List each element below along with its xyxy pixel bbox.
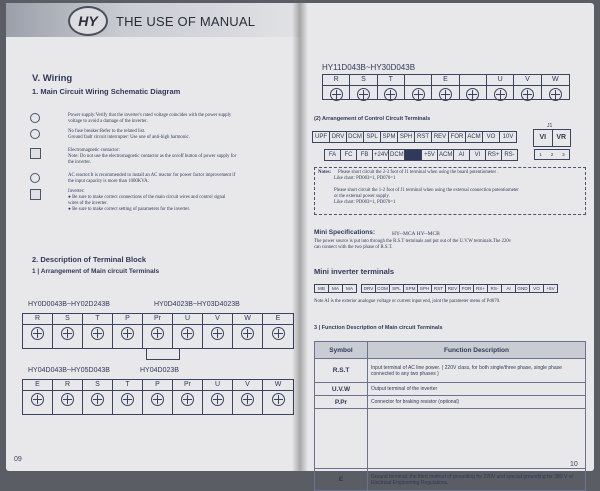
control-terminal: FC bbox=[340, 149, 357, 161]
section-title-wiring: V. Wiring bbox=[32, 73, 73, 84]
screw-terminal-icon bbox=[466, 88, 479, 101]
screw-terminal-icon bbox=[61, 327, 74, 340]
mini-terminal: VO bbox=[529, 284, 544, 293]
wiring-note-line: voltage to avoid a damage of the inverter. bbox=[68, 119, 148, 124]
control-terminal: FOR bbox=[448, 131, 466, 143]
control-terminal: SPM bbox=[380, 131, 398, 143]
screw-terminal-icon bbox=[439, 88, 452, 101]
wiring-note-line: AC reactor:It is recommended to install an AC reactor for power factor improvement if bbox=[68, 173, 236, 178]
screw-terminal-icon bbox=[241, 327, 254, 340]
screw-terminal-icon bbox=[91, 393, 104, 406]
terminal-label: S bbox=[53, 314, 82, 325]
control-terminal: 10V bbox=[499, 131, 517, 143]
terminal-v bbox=[514, 75, 541, 99]
function-desc-title: 3 | Function Description of Main circuit Terminals bbox=[314, 325, 443, 331]
terminal-row-1 bbox=[22, 313, 294, 349]
wiring-note-line: ● Be sure to make correct setting of parameters for the inverter. bbox=[68, 207, 190, 212]
control-terminal: ACM bbox=[437, 149, 454, 161]
terminal-t bbox=[83, 314, 113, 348]
page-number-left: 09 bbox=[14, 456, 22, 463]
terminal-label: W bbox=[542, 75, 569, 86]
screw-terminal-icon bbox=[211, 327, 224, 340]
power-supply-icon bbox=[30, 113, 40, 123]
manual-header-title: THE USE OF MANUAL bbox=[116, 14, 256, 29]
wiring-note-line: wires of the inverter. bbox=[68, 201, 108, 206]
terminal-u bbox=[203, 380, 233, 414]
jumper-pin-2: 2 bbox=[550, 152, 554, 157]
terminal-blank bbox=[460, 75, 487, 99]
terminal-p bbox=[143, 380, 173, 414]
function-table-header bbox=[315, 342, 586, 359]
control-terminal: RS+ bbox=[485, 149, 502, 161]
mini-terminal: FOR bbox=[459, 284, 474, 293]
control-terminal: RS- bbox=[501, 149, 518, 161]
mini-terminal: AI bbox=[501, 284, 516, 293]
terminal-label: P bbox=[143, 380, 172, 391]
mini-terminal: SPL bbox=[389, 284, 404, 293]
terminal-e bbox=[263, 314, 293, 348]
note-line: Please short circuit the 2-3 foot of J1 terminal when using the board potentiometer . bbox=[338, 170, 499, 175]
wiring-note-line: Inverter: bbox=[68, 189, 85, 194]
function-description: Input terminal of AC line power. ( 220V class, for both single/three phase, single phase connected to any two phases ) bbox=[368, 359, 586, 383]
control-terminal: AI bbox=[453, 149, 470, 161]
terminal-e bbox=[23, 380, 53, 414]
control-terminal: FA bbox=[324, 149, 341, 161]
breaker-icon bbox=[30, 129, 40, 139]
terminal-r bbox=[23, 314, 53, 348]
mini-terminal: MA bbox=[328, 284, 343, 293]
control-terminal bbox=[404, 149, 422, 161]
terminal-u bbox=[173, 314, 203, 348]
terminal-s bbox=[53, 314, 83, 348]
screw-terminal-icon bbox=[272, 393, 285, 406]
control-terminals-title: (2) Arrangement of Control Circuit Terminals bbox=[314, 116, 431, 122]
control-terminal: ACM bbox=[465, 131, 483, 143]
page-number-right: 10 bbox=[570, 461, 578, 468]
note-line: Please short circuit the 1-2 foot of J1 terminal when using the external connection potentiometer bbox=[334, 188, 519, 193]
mini-terminal: RS+ bbox=[473, 284, 488, 293]
mini-note: Note AI is the exterior analogue voltage or current input end, joint the parameter menu of Pd070. bbox=[314, 299, 501, 304]
terminal-label: E bbox=[432, 75, 458, 86]
jumper-link bbox=[146, 349, 180, 360]
screw-terminal-icon bbox=[521, 88, 534, 101]
jumper-j1 bbox=[534, 149, 570, 160]
terminal-label: E bbox=[23, 380, 52, 391]
terminal-row-top bbox=[322, 74, 570, 100]
screw-terminal-icon bbox=[61, 393, 74, 406]
terminal-label: U bbox=[173, 314, 202, 325]
terminal-label: V bbox=[514, 75, 540, 86]
function-symbol: E bbox=[315, 469, 368, 491]
terminal-label: T bbox=[378, 75, 404, 86]
model-range-d: HY04D023B bbox=[140, 367, 179, 374]
vi-label: VI bbox=[534, 130, 553, 146]
control-terminal: DCM bbox=[388, 149, 405, 161]
description-header: Function Description bbox=[368, 342, 586, 359]
terminal-label: T bbox=[113, 380, 142, 391]
right-page bbox=[300, 3, 594, 486]
function-row bbox=[315, 359, 586, 383]
screw-terminal-icon bbox=[384, 88, 397, 101]
function-description: Connector for braking resistor (optional) bbox=[368, 396, 586, 409]
control-terminal-row-1 bbox=[312, 131, 516, 143]
mini-spec-title: Mini Specifications: bbox=[314, 229, 376, 236]
terminal-pr bbox=[173, 380, 203, 414]
screw-terminal-icon bbox=[31, 327, 44, 340]
control-terminal: SPH bbox=[397, 131, 415, 143]
terminal-label: V bbox=[233, 380, 262, 391]
terminal-label: Pr bbox=[143, 314, 172, 325]
mini-terminal-row bbox=[314, 284, 557, 293]
notes-label: Notes: bbox=[318, 170, 332, 175]
wiring-note-line: Note: Do not use the electromagnetic contactor as the on/off button of power supply for bbox=[68, 154, 237, 159]
function-symbol: P.Pr bbox=[315, 396, 368, 409]
terminal-label: Pr bbox=[173, 380, 202, 391]
brand-logo: HY bbox=[68, 6, 108, 36]
screw-terminal-icon bbox=[31, 393, 44, 406]
terminal-s bbox=[350, 75, 377, 99]
mini-terminal: COM bbox=[375, 284, 390, 293]
function-row bbox=[315, 383, 586, 396]
terminal-w bbox=[263, 380, 293, 414]
jumper-pin-3: 3 bbox=[562, 152, 565, 157]
wiring-note-line: the inverter. bbox=[68, 160, 91, 165]
screw-terminal-icon bbox=[181, 327, 194, 340]
book-gutter bbox=[292, 3, 308, 471]
terminal-label: V bbox=[203, 314, 232, 325]
screw-terminal-icon bbox=[91, 327, 104, 340]
terminal-row-2 bbox=[22, 379, 294, 415]
wiring-note-line: Ground fault circuit interrupter: Use one of anti-high harmonic. bbox=[68, 135, 190, 140]
terminal-label: W bbox=[233, 314, 262, 325]
terminal-label bbox=[460, 75, 486, 86]
function-row bbox=[315, 396, 586, 409]
terminal-label: W bbox=[263, 380, 293, 391]
mini-terminals-title: Mini inverter terminals bbox=[314, 267, 395, 276]
mini-terminal: GND bbox=[515, 284, 530, 293]
screw-terminal-icon bbox=[549, 88, 562, 101]
function-symbol bbox=[315, 409, 368, 469]
terminal-s bbox=[83, 380, 113, 414]
screw-terminal-icon bbox=[151, 393, 164, 406]
section-title-terminal-block: 2. Description of Terminal Block bbox=[32, 255, 147, 264]
mini-terminal: DRV bbox=[361, 284, 376, 293]
wiring-note-line: No fuse breaker:Refer to the related list. bbox=[68, 129, 146, 134]
mini-terminal: SPM bbox=[403, 284, 418, 293]
terminal-blank bbox=[405, 75, 432, 99]
function-table bbox=[314, 341, 586, 491]
terminal-r bbox=[53, 380, 83, 414]
function-description: Output terminal of the inverter bbox=[368, 383, 586, 396]
mini-terminal: REV bbox=[445, 284, 460, 293]
screw-terminal-icon bbox=[412, 88, 425, 101]
wiring-note-line: Power supply:Verify that the inverter's rated voltage coincides with the power supply bbox=[68, 113, 232, 118]
terminal-u bbox=[487, 75, 514, 99]
mini-terminal: RS- bbox=[487, 284, 502, 293]
terminal-w bbox=[233, 314, 263, 348]
note-line: Like chart: PD003=1, PD070=1 bbox=[334, 200, 396, 205]
mini-terminal: MB bbox=[314, 284, 329, 293]
terminal-v bbox=[233, 380, 263, 414]
screw-terminal-icon bbox=[330, 88, 343, 101]
control-terminal: VO bbox=[482, 131, 500, 143]
terminal-label: P bbox=[113, 314, 142, 325]
terminal-r bbox=[323, 75, 350, 99]
mini-terminal: +5V bbox=[543, 284, 558, 293]
control-terminal: VI bbox=[469, 149, 486, 161]
terminal-t bbox=[378, 75, 405, 99]
control-terminal: FB bbox=[356, 149, 373, 161]
section-subtitle-schematic: 1. Main Circuit Wiring Schematic Diagram bbox=[32, 87, 181, 96]
jumper-pin-1: 1 bbox=[539, 152, 542, 157]
terminal-e bbox=[432, 75, 459, 99]
function-row bbox=[315, 409, 586, 469]
symbol-header: Symbol bbox=[315, 342, 368, 359]
control-terminal: +5V bbox=[421, 149, 438, 161]
control-terminal: UPF bbox=[312, 131, 330, 143]
screw-terminal-icon bbox=[181, 393, 194, 406]
vi-vr-block bbox=[533, 129, 571, 147]
terminal-label: U bbox=[487, 75, 513, 86]
wiring-note-line: the input capacity is more than 1000KVA. bbox=[68, 179, 149, 184]
mini-spec-models: HY--MCA HY--MCB bbox=[392, 231, 440, 237]
wiring-note-line: Electromagnetic contactor: bbox=[68, 148, 120, 153]
model-range-c: HY04D043B~HY05D043B bbox=[28, 367, 110, 374]
note-line: or the external power supply. bbox=[334, 194, 390, 199]
terminal-label: S bbox=[83, 380, 112, 391]
function-row bbox=[315, 469, 586, 491]
screw-terminal-icon bbox=[272, 327, 285, 340]
terminal-w bbox=[542, 75, 569, 99]
mini-spec-text-2: can connect with the two phase of R.S.T. bbox=[314, 245, 393, 250]
terminal-label: R bbox=[53, 380, 82, 391]
terminal-label: R bbox=[323, 75, 349, 86]
ac-reactor-icon bbox=[30, 173, 40, 183]
terminal-label: R bbox=[23, 314, 52, 325]
control-terminal: DCM bbox=[346, 131, 364, 143]
control-terminal: +24V bbox=[372, 149, 389, 161]
screw-terminal-icon bbox=[151, 327, 164, 340]
model-range-top: HY11D043B~HY30D043B bbox=[322, 63, 416, 72]
inverter-icon bbox=[30, 189, 41, 200]
control-terminal: SPL bbox=[363, 131, 381, 143]
terminal-label: U bbox=[203, 380, 232, 391]
control-terminal-row-2 bbox=[324, 149, 517, 161]
contactor-icon bbox=[30, 148, 41, 159]
vr-label: VR bbox=[556, 134, 567, 141]
terminal-pr bbox=[143, 314, 173, 348]
screw-terminal-icon bbox=[211, 393, 224, 406]
left-page bbox=[6, 3, 300, 471]
wiring-note-line: ● Be sure to make correct connections of the main circuit wires and control signal bbox=[68, 195, 226, 200]
screw-terminal-icon bbox=[121, 327, 134, 340]
function-symbol: U.V.W bbox=[315, 383, 368, 396]
terminal-t bbox=[113, 380, 143, 414]
function-description: Ground terminal: the third method of grounding for 220V and special grounding for 380 V of Electrical Engineering Regulations. bbox=[368, 469, 586, 491]
screw-terminal-icon bbox=[121, 393, 134, 406]
model-range-a: HY0D0043B~HY02D243B bbox=[28, 301, 110, 308]
screw-terminal-icon bbox=[357, 88, 370, 101]
mini-terminal: SPH bbox=[417, 284, 432, 293]
jumper-label: J1 bbox=[547, 123, 553, 129]
mini-terminal: MA bbox=[342, 284, 357, 293]
mini-terminal: RST bbox=[431, 284, 446, 293]
terminal-label bbox=[405, 75, 431, 86]
model-range-b: HY0D4023B~HY03D4023B bbox=[154, 301, 240, 308]
terminal-label: E bbox=[263, 314, 293, 325]
control-terminal: RST bbox=[414, 131, 432, 143]
screw-terminal-icon bbox=[241, 393, 254, 406]
control-terminal: DRV bbox=[329, 131, 347, 143]
note-line: Like chart: PD003=1, PD070=1 bbox=[334, 176, 396, 181]
screw-terminal-icon bbox=[494, 88, 507, 101]
function-symbol: R.S.T bbox=[315, 359, 368, 383]
mini-spec-text-1: The power source is put into through the R.S.T terminals and put out of the U.V.W terminals.The 220v bbox=[314, 239, 512, 244]
terminal-v bbox=[203, 314, 233, 348]
terminal-label: T bbox=[83, 314, 112, 325]
subsection-main-terminals: 1 | Arrangement of Main circuit Terminals bbox=[32, 268, 160, 275]
control-terminal: REV bbox=[431, 131, 449, 143]
terminal-label: S bbox=[350, 75, 376, 86]
function-description bbox=[368, 409, 586, 469]
terminal-p bbox=[113, 314, 143, 348]
